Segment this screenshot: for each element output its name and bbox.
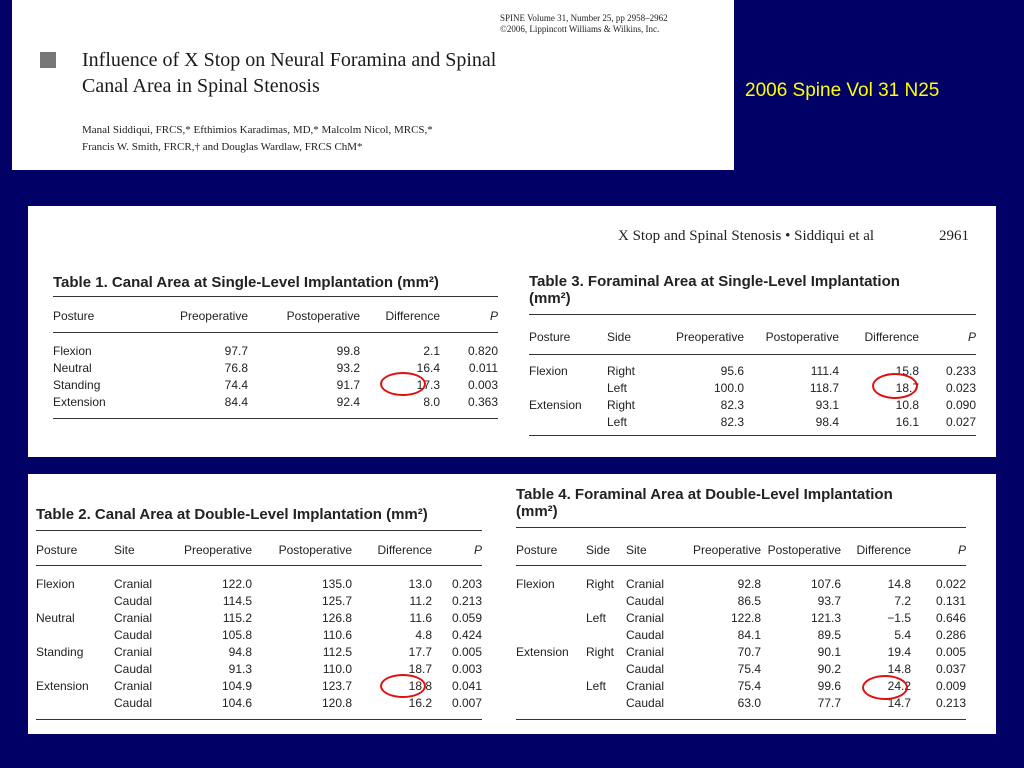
table4-row	[516, 661, 966, 678]
table1-header	[53, 308, 498, 325]
table2-row-cell: Caudal	[114, 662, 153, 676]
table4-row-cell: 75.4	[737, 662, 761, 676]
table2-row-cell: 110.0	[322, 662, 352, 676]
table4-row-cell	[516, 610, 586, 627]
table2-row-cell: 11.6	[409, 611, 432, 625]
table3-row-cell: 15.8	[895, 364, 919, 378]
table2-top-rule	[36, 530, 482, 531]
table4-row-cell	[516, 627, 586, 644]
table2-row-cell: Caudal	[114, 594, 153, 608]
table4-title-line2: (mm²)	[516, 503, 558, 520]
table2-row-cell: 120.8	[321, 696, 352, 710]
table1-row-cell: Flexion	[53, 344, 92, 358]
table3-row-cell: 98.4	[815, 415, 839, 429]
table1-row	[53, 377, 498, 394]
table4-row-cell	[516, 678, 586, 695]
table2-header-row-cell: Postoperative	[278, 543, 352, 557]
table2-row-cell: 135.0	[321, 577, 352, 591]
table1-row-cell: 84.4	[224, 395, 248, 409]
table4-row-cell: Left	[586, 679, 607, 693]
table2-header-row-cell: P	[473, 543, 482, 557]
table3-header-row-cell: P	[967, 330, 976, 344]
table4-row-cell: 63.0	[737, 696, 761, 710]
running-head: X Stop and Spinal Stenosis • Siddiqui et al	[618, 228, 875, 244]
table3-row-cell: 82.3	[720, 415, 744, 429]
table2-row-cell: 123.7	[321, 679, 352, 693]
table1-row-cell: 0.820	[467, 344, 498, 358]
table4-bottom-rule	[516, 719, 966, 720]
table2-row-cell: Flexion	[36, 577, 75, 591]
table1-row-cell: 99.8	[336, 344, 360, 358]
table4-title-line1: Table 4. Foraminal Area at Double-Level Implantation	[516, 486, 893, 503]
table1-header-row-cell: Postoperative	[286, 309, 360, 323]
table4-row-cell: 0.286	[935, 628, 966, 642]
gray-square-icon	[40, 52, 56, 68]
table3-row-cell: 10.8	[895, 398, 919, 412]
table4-row-cell: 0.213	[935, 696, 966, 710]
table2-row-cell: 0.005	[451, 645, 482, 659]
table4-row-cell: Right	[586, 577, 615, 591]
table3-row-cell: 0.023	[945, 381, 976, 395]
table2-row-cell: 104.9	[221, 679, 252, 693]
table3-header-row	[529, 329, 976, 346]
table4-row-cell: Cranial	[626, 577, 665, 591]
table2-header-row-cell: Site	[114, 543, 135, 557]
table3-header-rule	[529, 354, 976, 355]
table4-row-cell: 19.4	[887, 645, 911, 659]
table1-row-cell: 0.003	[467, 378, 498, 392]
table2-header	[36, 542, 482, 559]
table2-row-cell: 94.8	[228, 645, 252, 659]
table2-row-cell	[36, 627, 114, 644]
table3-header-row-cell: Preoperative	[675, 330, 744, 344]
table3-row-cell: 100.0	[713, 381, 744, 395]
table2-header-row-cell: Posture	[36, 543, 78, 557]
table1-row-cell: 93.2	[336, 361, 360, 375]
table2-row-cell: 0.041	[451, 679, 482, 693]
article-title-line1: Influence of X Stop on Neural Foramina and Spinal	[82, 49, 497, 71]
authors-line1: Manal Siddiqui, FRCS,* Efthimios Karadimas, MD,* Malcolm Nicol, MRCS,*	[82, 124, 433, 136]
table2-row-cell: 91.3	[228, 662, 252, 676]
table3-header-row-cell: Side	[607, 330, 632, 344]
table4-row-cell: 0.022	[935, 577, 966, 591]
table4-header-row	[516, 542, 966, 559]
table2-row	[36, 576, 482, 593]
table3-header	[529, 329, 976, 346]
table2-row-cell: 126.8	[321, 611, 352, 625]
table2-row-cell: 0.059	[451, 611, 482, 625]
table2-row-cell	[36, 593, 114, 610]
table4-top-rule	[516, 527, 966, 528]
article-title-line2: Canal Area in Spinal Stenosis	[82, 75, 320, 97]
table2-row-cell: Cranial	[114, 577, 153, 591]
table4-row-cell: −1.5	[887, 611, 911, 625]
table4-row-cell	[586, 695, 626, 712]
table3-bottom-rule	[529, 435, 976, 436]
table3-row-cell: Extension	[529, 398, 582, 412]
table3-row-cell: 95.6	[720, 364, 744, 378]
table1-header-row-cell: Posture	[53, 309, 95, 323]
table4-row-cell: Caudal	[626, 628, 665, 642]
table1-row-cell: 16.4	[416, 361, 440, 375]
table4-row-cell: 77.7	[817, 696, 841, 710]
table3-row	[529, 414, 976, 431]
table2-title: Table 2. Canal Area at Double-Level Implantation (mm²)	[36, 506, 428, 523]
table4-row-cell: 99.6	[817, 679, 841, 693]
table2-row-cell: 115.2	[222, 611, 252, 625]
table4-row-cell: 0.131	[935, 594, 966, 608]
table4-header-row-cell: Difference	[856, 543, 911, 557]
table3-row-cell	[529, 380, 607, 397]
table1-header-rule	[53, 332, 498, 333]
tables-single-level-panel	[28, 206, 996, 457]
table4-row	[516, 593, 966, 610]
table4-row-cell: 84.1	[737, 628, 761, 642]
table4-row-cell: 70.7	[737, 645, 761, 659]
table4-header-row-cell: Site	[626, 543, 647, 557]
table4-row-cell: Cranial	[626, 679, 665, 693]
table4-header-row-cell: Side	[586, 543, 611, 557]
table3-row-cell: Left	[607, 415, 628, 429]
table2-row-cell: Caudal	[114, 628, 153, 642]
table1-row-cell: 0.011	[468, 361, 498, 375]
table4-row-cell: 14.7	[887, 696, 911, 710]
table2-row-cell: 112.5	[322, 645, 352, 659]
table1-row-cell: 17.3	[416, 378, 440, 392]
table2-row-cell: Extension	[36, 679, 89, 693]
table4-header	[516, 542, 966, 559]
table2-row	[36, 610, 482, 627]
table2-row-cell: Cranial	[114, 679, 153, 693]
table3-row-cell: 93.1	[815, 398, 839, 412]
table3-row-cell: Right	[607, 364, 636, 378]
table2-row	[36, 695, 482, 712]
table2-row-cell: 104.6	[221, 696, 252, 710]
table3-header-row-cell: Posture	[529, 330, 571, 344]
table1-title: Table 1. Canal Area at Single-Level Implantation (mm²)	[53, 274, 439, 291]
journal-citation-line2: ©2006, Lippincott Williams & Wilkins, Inc.	[500, 24, 660, 34]
table2-row	[36, 593, 482, 610]
table3-header-row-cell: Difference	[864, 330, 919, 344]
table1-header-row-cell: Preoperative	[179, 309, 248, 323]
table3-row-cell: 111.4	[810, 364, 839, 378]
table4-header-row-cell: P	[957, 543, 966, 557]
table2-row-cell: 122.0	[221, 577, 252, 591]
table4-row-cell: 92.8	[737, 577, 761, 591]
table4-row-cell: 90.1	[817, 645, 841, 659]
table2-row-cell: Cranial	[114, 645, 153, 659]
table4-row-cell	[516, 593, 586, 610]
table1-row	[53, 343, 498, 360]
table4-row-cell: Caudal	[626, 696, 665, 710]
table1-row-cell: 97.7	[224, 344, 248, 358]
table4-row-cell: 107.6	[810, 577, 841, 591]
slide-label: 2006 Spine Vol 31 N25	[745, 80, 940, 101]
table3-header-row-cell: Postoperative	[765, 330, 839, 344]
table4-row-cell: 24.2	[887, 679, 911, 693]
table1-row-cell: 92.4	[336, 395, 360, 409]
table2-row-cell: 114.5	[222, 594, 252, 608]
table2-row	[36, 644, 482, 661]
table2-row-cell: 0.003	[451, 662, 482, 676]
highlight-circle-table2-extension-cranial	[380, 674, 426, 698]
table4-row-cell: 90.2	[817, 662, 841, 676]
table2-header-row	[36, 542, 482, 559]
table2-row-cell: 110.6	[322, 628, 352, 642]
table1-header-row-cell: Difference	[385, 309, 440, 323]
table2-row-cell: 0.213	[451, 594, 482, 608]
table4-row-cell	[586, 593, 626, 610]
table4-row	[516, 644, 966, 661]
table2-row-cell: 125.7	[321, 594, 352, 608]
table3-row-cell: 18.7	[895, 381, 919, 395]
table2-row-cell: 18.8	[408, 679, 432, 693]
table1-row-cell: Neutral	[53, 361, 92, 375]
table1-row-cell: Standing	[53, 378, 101, 392]
authors-line2: Francis W. Smith, FRCR,† and Douglas Wardlaw, FRCS ChM*	[82, 141, 363, 153]
table4-row-cell: 93.7	[817, 594, 841, 608]
table1-header-row	[53, 308, 498, 325]
table2-header-rule	[36, 565, 482, 566]
table4-row-cell: 86.5	[737, 594, 761, 608]
table3-row-cell: 0.027	[945, 415, 976, 429]
table1-top-rule	[53, 296, 498, 297]
table3-row-cell: 118.7	[809, 381, 839, 395]
table4-row-cell: Flexion	[516, 577, 555, 591]
table1-row-cell: 0.363	[467, 395, 498, 409]
table1-row	[53, 394, 498, 411]
table2-row-cell: Caudal	[114, 696, 153, 710]
table2-row-cell	[36, 695, 114, 712]
table3-title-line2: (mm²)	[529, 290, 571, 307]
table3-row-cell: 0.233	[945, 364, 976, 378]
table4-row-cell	[586, 627, 626, 644]
table2-header-row-cell: Preoperative	[183, 543, 252, 557]
table3-row-cell: 16.1	[895, 415, 919, 429]
table4-row	[516, 610, 966, 627]
table1-body	[53, 343, 498, 411]
table4-row-cell: 0.646	[935, 611, 966, 625]
table2-row-cell: 13.0	[408, 577, 432, 591]
table2-row	[36, 627, 482, 644]
table4-row-cell: 0.005	[935, 645, 966, 659]
table4-row-cell: Caudal	[626, 662, 665, 676]
table2-row-cell: 4.8	[415, 628, 432, 642]
table4-row-cell	[586, 661, 626, 678]
table4-row-cell: 0.037	[935, 662, 966, 676]
table3-body	[529, 363, 976, 431]
table1-row	[53, 360, 498, 377]
table2-row-cell: 18.7	[408, 662, 432, 676]
table4-row-cell: Caudal	[626, 594, 665, 608]
table4-row-cell	[516, 695, 586, 712]
table3-row-cell: Left	[607, 381, 628, 395]
table1-row-cell: 2.1	[423, 344, 440, 358]
table4-row-cell: Cranial	[626, 611, 665, 625]
table2-row-cell: 11.2	[409, 594, 432, 608]
table2-row-cell: Neutral	[36, 611, 75, 625]
table3-row-cell: 0.090	[945, 398, 976, 412]
table1-row-cell: 91.7	[336, 378, 360, 392]
table1-header-row-cell: P	[489, 309, 498, 323]
table4-row-cell: 75.4	[737, 679, 761, 693]
table2-row-cell: Cranial	[114, 611, 153, 625]
table3-row-cell: 82.3	[720, 398, 744, 412]
table4-row-cell: 7.2	[894, 594, 911, 608]
article-header-panel	[12, 0, 734, 170]
table4-row-cell: 14.8	[887, 662, 911, 676]
page-number: 2961	[939, 228, 969, 244]
table1-row-cell: 74.4	[224, 378, 248, 392]
table1-row-cell: 76.8	[224, 361, 248, 375]
table3-row-cell: Right	[607, 398, 636, 412]
journal-citation-line1: SPINE Volume 31, Number 25, pp 2958–2962	[500, 13, 668, 23]
table4-row-cell: 5.4	[894, 628, 911, 642]
table1-row-cell: Extension	[53, 395, 106, 409]
table2-row-cell: 0.007	[451, 696, 482, 710]
table3-title-line1: Table 3. Foraminal Area at Single-Level Implantation	[529, 273, 900, 290]
table4-row-cell: 121.3	[810, 611, 841, 625]
table2-row-cell	[36, 661, 114, 678]
table2-row-cell: 16.2	[408, 696, 432, 710]
table3-row-cell: Flexion	[529, 364, 568, 378]
tables-double-level-panel	[28, 474, 996, 734]
table4-header-row-cell: Postoperative	[767, 543, 841, 557]
table4-row-cell: 122.8	[730, 611, 761, 625]
table1-bottom-rule	[53, 418, 498, 419]
table2-row-cell: 105.8	[221, 628, 252, 642]
table4-row	[516, 576, 966, 593]
table4-row-cell: Cranial	[626, 645, 665, 659]
highlight-circle-table4-extension-left	[862, 675, 908, 700]
table4-row-cell: Right	[586, 645, 615, 659]
table4-row-cell: 89.5	[817, 628, 841, 642]
table4-header-row-cell: Posture	[516, 543, 558, 557]
table2-row-cell: 17.7	[408, 645, 432, 659]
table4-row-cell: Extension	[516, 645, 569, 659]
table4-header-row-cell: Preoperative	[692, 543, 761, 557]
table2-row-cell: 0.203	[451, 577, 482, 591]
highlight-circle-table1-standing	[380, 372, 426, 396]
table4-row-cell: 0.009	[935, 679, 966, 693]
table4-row-cell	[516, 661, 586, 678]
table2-row-cell: Standing	[36, 645, 84, 659]
table2-header-row-cell: Difference	[377, 543, 432, 557]
table2-bottom-rule	[36, 719, 482, 720]
table2-row-cell: 0.424	[451, 628, 482, 642]
table3-row	[529, 397, 976, 414]
table4-row-cell: Left	[586, 611, 607, 625]
table4-row	[516, 627, 966, 644]
table3-row-cell	[529, 414, 607, 431]
table4-header-rule	[516, 565, 966, 566]
table3-top-rule	[529, 314, 976, 315]
table4-row-cell: 14.8	[887, 577, 911, 591]
table1-row-cell: 8.0	[423, 395, 440, 409]
highlight-circle-table3-flexion-left	[872, 373, 918, 399]
